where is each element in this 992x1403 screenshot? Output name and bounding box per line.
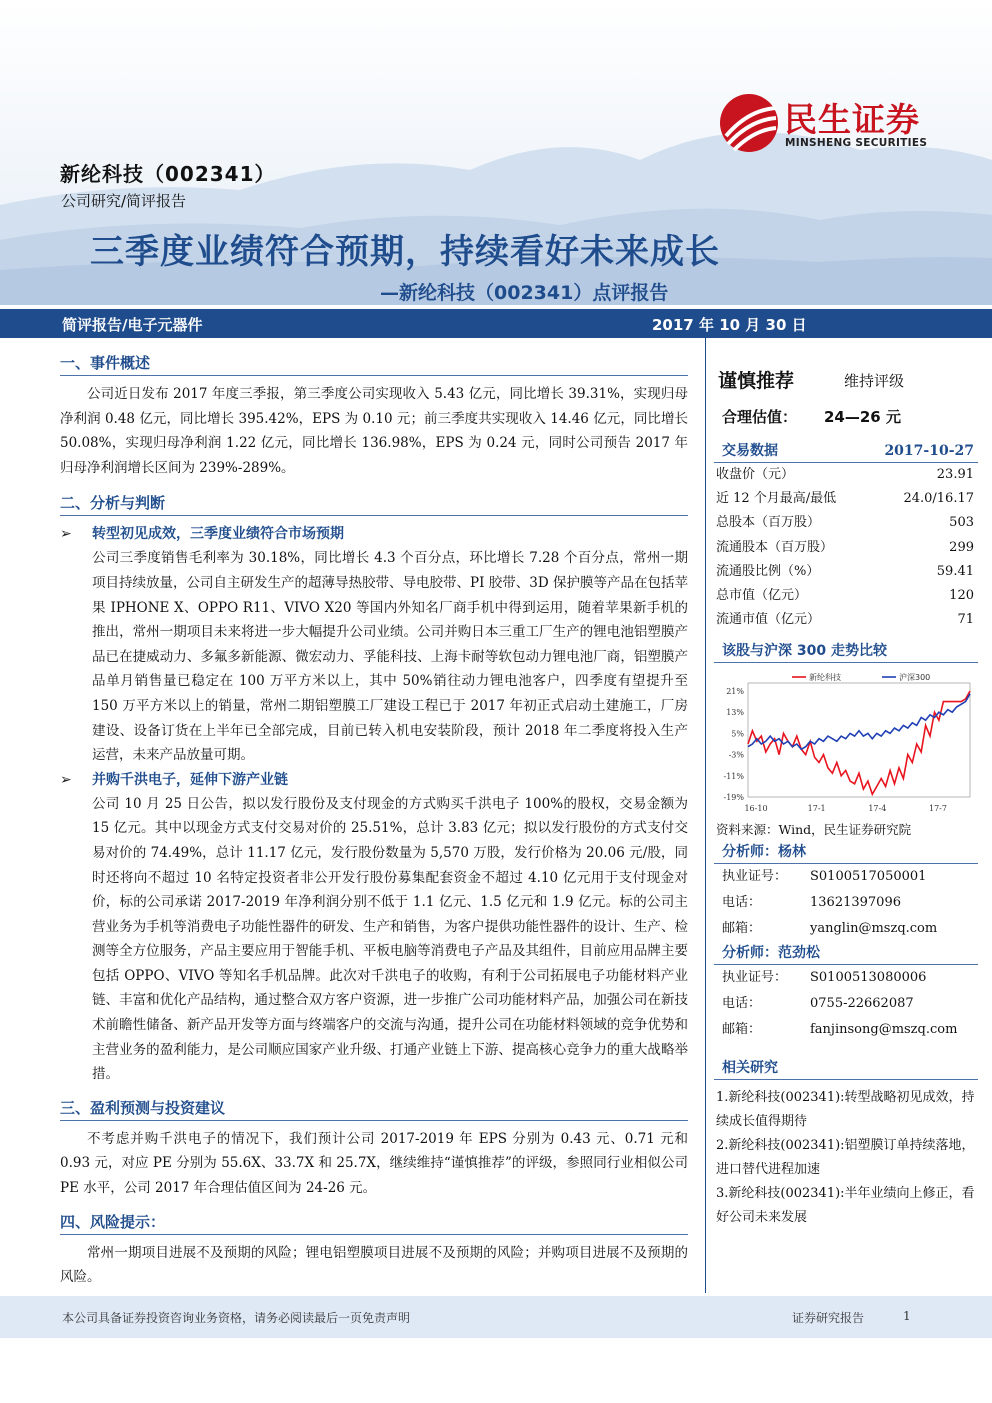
category-bar: [0, 309, 992, 338]
subheading-transformation: [60, 522, 688, 546]
report-date: 2017 年 10 月 30 日: [652, 316, 807, 334]
page-number: 1: [903, 1309, 911, 1323]
analyst2-title: 分析师：范劲松: [722, 945, 820, 962]
analyst1-key: 邮箱：: [722, 921, 762, 937]
trade-data-row: [714, 536, 978, 560]
analyst2-key: 执业证号：: [722, 970, 788, 986]
trade-data-key: 流通市值（亿元）: [716, 612, 821, 628]
analyst1-value: S0100517050001: [810, 869, 927, 885]
series-line-0: [748, 691, 970, 794]
footer-label: 证券研究报告: [792, 1311, 865, 1325]
analyst2-value: fanjinsong@mszq.com: [810, 1022, 958, 1038]
y-tick-label: 13%: [726, 708, 744, 718]
rating-row: [714, 366, 978, 402]
section-event-text: 公司近日发布 2017 年度三季报，第三季度公司实现收入 5.43 亿元，同比增长 39.31%，实现归母净利润 0.48 亿元，同比增长 395.42%，EPS 为 0.10 元；前三季度共实现收入 14.46 亿元，同比增长 50.08%，实现归母净利润 1.22 亿元，同比增长 136.98%，EPS 为 0.24 元，同时公司预告 2017 年归母净利润增长区间为 239%-289%。: [60, 386, 688, 476]
analyst1-key: 电话：: [722, 895, 762, 911]
subheading-text: 并购千洪电子，延伸下游产业链: [92, 771, 288, 788]
y-tick-label: 21%: [726, 687, 744, 697]
trade-data-key: 近 12 个月最高/最低: [716, 491, 837, 507]
trade-data-value: 503: [949, 515, 974, 531]
subheading-acquisition: [60, 768, 688, 792]
y-tick-label: -11%: [723, 772, 744, 782]
report-type: 公司研究/简评报告: [61, 192, 187, 210]
trade-data-header: [714, 440, 978, 463]
trade-data-row: [714, 511, 978, 535]
related-item[interactable]: 1.新纶科技(002341):转型战略初见成效，持续成长值得期待: [716, 1090, 975, 1130]
trade-data-value: 120: [949, 587, 974, 603]
rating: 谨慎推荐: [718, 370, 795, 392]
y-tick-label: -19%: [723, 793, 744, 803]
analyst1-row: [714, 916, 978, 942]
analyst2-info: [714, 965, 978, 1043]
main-column: [60, 348, 688, 1290]
report-title: 三季度业绩符合预期，持续看好未来成长: [90, 232, 720, 272]
report-subtitle: —新纶科技（002341）点评报告: [380, 282, 669, 304]
valuation-label: 合理估值：: [722, 408, 798, 426]
arrow-icon: ➢: [60, 526, 72, 543]
legend-label: 新纶科技: [809, 673, 841, 683]
sidebar: [714, 340, 978, 1230]
related-title: 相关研究: [722, 1060, 778, 1077]
stock-vs-csi300-chart: [714, 669, 978, 819]
x-tick-label: 17-4: [868, 804, 887, 814]
related-item[interactable]: 3.新纶科技(002341):半年业绩向上修正，看好公司未来发展: [716, 1186, 975, 1226]
trade-data-value: 59.41: [936, 563, 974, 579]
analyst1-row: [714, 864, 978, 890]
analyst1-value: yanglin@mszq.com: [810, 921, 938, 937]
trade-data-row: [714, 560, 978, 584]
analyst2-value: S0100513080006: [810, 970, 927, 986]
section-analysis-title: 二、分析与判断: [60, 492, 688, 516]
related-header: [714, 1057, 978, 1080]
trade-data-value: 24.0/16.17: [903, 491, 974, 507]
chart-source: 资料来源：Wind，民生证券研究院: [716, 822, 912, 838]
legend-label: 沪深300: [899, 673, 931, 683]
analyst2-key: 电话：: [722, 996, 762, 1012]
trade-data-value: 299: [949, 539, 974, 555]
trade-data-row: [714, 463, 978, 487]
analyst2-key: 邮箱：: [722, 1022, 762, 1038]
minsheng-logo-icon: [718, 92, 780, 154]
section-event-title: 一、事件概述: [60, 352, 688, 376]
trade-data-date: 2017-10-27: [884, 443, 974, 459]
analyst1-title: 分析师：杨林: [722, 844, 806, 861]
chart-title: 该股与沪深 300 走势比较: [722, 643, 887, 660]
y-tick-label: 5%: [731, 729, 744, 739]
subheading-text: 转型初见成效，三季度业绩符合市场预期: [92, 526, 344, 543]
valuation-row: [714, 402, 978, 438]
trade-data-key: 总市值（亿元）: [716, 587, 808, 603]
trade-data-row: [714, 584, 978, 608]
related-item[interactable]: 2.新纶科技(002341):铝塑膜订单持续落地，进口替代进程加速: [716, 1138, 975, 1178]
trade-data-title: 交易数据: [722, 443, 778, 459]
analyst1-row: [714, 890, 978, 916]
chart-frame: [748, 683, 970, 797]
analysis-text-1: 公司三季度销售毛利率为 30.18%，同比增长 4.3 个百分点，环比增长 7.28 个百分点，常州一期项目持续放量，公司自主研发生产的超薄导热胶带、导电胶带、PI 胶带、3D 保护膜等产品在包括苹果 IPHONE X、OPPO R11、VIVO X20 等国内外知名厂商手机中得到运用，随着苹果新手机的推出，常州一期项目未来将进一步大幅提升公司业绩。公司并购日本三重工厂生产的锂电池铝塑膜产品已在捷威动力、多氟多新能源、微宏动力、孚能科技、上海卡耐等软包动力锂电池厂商，铝塑膜产品单月销售量已稳定在 100 万平方米以上，其中 50%销往动力锂电池客户，四季度有望提升至 150 万平方米以上的销量，常州二期铝塑膜工厂建设工程已于 2017 年初正式启动土建施工，厂房建设、设备订货在上半年已全部完成，目前已转入机电安装阶段，预计 2018 年二季度将投入生产运营，未来产品放量可期。: [92, 550, 688, 764]
section-risk-text: 常州一期项目进展不及预期的风险；锂电铝塑膜项目进展不及预期的风险；并购项目进展不及预期的风险。: [60, 1244, 688, 1286]
analyst2-header: [714, 942, 978, 965]
analyst2-row: [714, 965, 978, 991]
rating-note: 维持评级: [844, 372, 905, 390]
analyst1-header: [714, 841, 978, 864]
footer: [0, 1296, 992, 1338]
analyst1-value: 13621397096: [810, 895, 901, 911]
y-tick-label: -3%: [728, 750, 744, 760]
analysis-text-2: 公司 10 月 25 日公告，拟以发行股份及支付现金的方式购买千洪电子 100%的股权，交易金额为 15 亿元。其中以现金方式支付交易对价的 25.51%，总计 3.83 亿元；拟以发行股份的方式支付交易对价的 74.49%，总计 11.17 亿元，发行股份数量为 5,570 万股，发行价格为 20.06 元/股，同时还将向不超过 10 名特定投资者非公开发行股份募集配套资金不超过 4.10 亿元用于支付现金对价，标的公司承诺 2017-2019 年净利润分别不低于 1.1 亿元、1.5 亿元和 1.9 亿元。标的公司主营业务为手机等消费电子功能性器件的研发、生产和销售，为客户提供功能性器件的设计、生产、检测等全方位服务，产品主要应用于智能手机、平板电脑等消费电子产品及其组件，目前应用品牌主要包括 OPPO、VIVO 等知名手机品牌。此次对千洪电子的收购，有利于公司拓展电子功能材料产业链、丰富和优化产品结构，通过整合双方客户资源，进一步推广公司功能材料产品，加强公司在新技术前瞻性储备、新产品开发等方面与终端客户的交流与沟通，提升公司在功能材料领域的竞争优势和主营业务的盈利能力，是公司顺应国家产业升级、打通产业链上下游、提高核心竞争力的重大战略举措。: [92, 795, 688, 1083]
logo-text-cn: 民生证券: [784, 100, 920, 139]
trade-data-table: [714, 463, 978, 632]
analyst2-value: 0755-22662087: [810, 996, 914, 1012]
section-forecast-title: 三、盈利预测与投资建议: [60, 1097, 688, 1121]
trade-data-key: 收盘价（元）: [716, 467, 795, 482]
x-tick-label: 16-10: [744, 804, 768, 814]
trade-data-row: [714, 487, 978, 511]
company-name: 新纶科技（002341）: [60, 162, 276, 186]
category-label: 简评报告/电子元器件: [62, 316, 203, 334]
x-tick-label: 17-1: [807, 804, 826, 814]
trade-data-key: 流通股比例（%）: [716, 563, 820, 579]
trade-data-key: 总股本（百万股）: [716, 515, 821, 531]
series-line-1: [748, 694, 970, 750]
minsheng-logo: [718, 92, 958, 156]
footer-disclaimer: 本公司具备证券投资咨询业务资格，请务必阅读最后一页免责声明: [62, 1311, 411, 1325]
trade-data-value: 23.91: [936, 467, 974, 482]
section-forecast-text: 不考虑并购千洪电子的情况下，我们预计公司 2017-2019 年 EPS 分别为 0.43 元、0.71 元和 0.93 元，对应 PE 分别为 55.6X、33.7X 和 25.7X，继续维持“谨慎推荐”的评级，参照同行业相似公司 PE 水平，公司 2017 年合理估值区间为 24-26 元。: [60, 1130, 688, 1197]
chart-header: [714, 640, 978, 663]
analyst1-info: [714, 864, 978, 942]
trade-data-row: [714, 608, 978, 632]
valuation-value: 24—26 元: [824, 408, 901, 426]
section-risk-title: 四、风险提示：: [60, 1211, 688, 1235]
analyst1-key: 执业证号：: [722, 869, 788, 885]
trade-data-key: 流通股本（百万股）: [716, 539, 834, 555]
related-list: [714, 1086, 978, 1230]
analyst2-row: [714, 991, 978, 1017]
logo-text-en: MINSHENG SECURITIES: [785, 137, 928, 149]
arrow-icon: ➢: [60, 771, 72, 788]
trade-data-value: 71: [957, 612, 974, 628]
analyst2-row: [714, 1017, 978, 1043]
column-divider: [705, 338, 706, 1293]
x-tick-label: 17-7: [929, 804, 947, 814]
